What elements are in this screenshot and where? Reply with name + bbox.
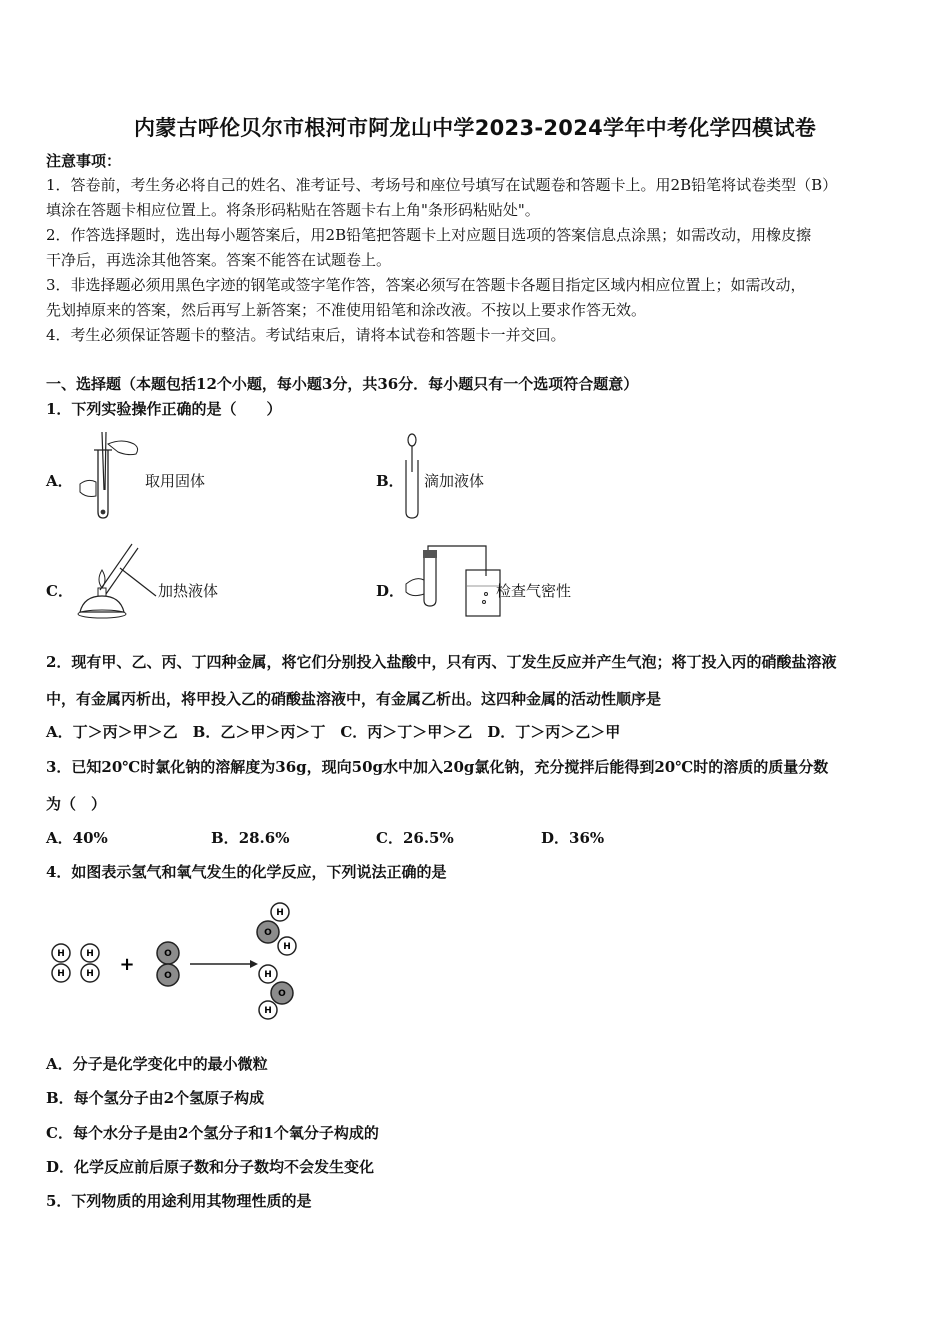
notice-line: 4．考生必须保证答题卡的整洁。考试结束后，请将本试卷和答题卡一并交回。 — [46, 326, 566, 344]
question-2-stem-cont: 中，有金属丙析出，将甲投入乙的硝酸盐溶液中，有金属乙析出。这四种金属的活动性顺序是 — [46, 690, 662, 708]
drop-liquid-figure — [400, 432, 424, 520]
q3-option-d: D．36% — [541, 829, 605, 847]
q3-option-b: B．28.6% — [211, 829, 290, 847]
q1-option-d-text: 检查气密性 — [496, 582, 572, 600]
question-5-stem: 5．下列物质的用途利用其物理性质的是 — [46, 1192, 312, 1210]
svg-text:H: H — [86, 969, 94, 979]
water-molecule — [259, 965, 293, 1019]
q4-option-a: A．分子是化学变化中的最小微粒 — [46, 1055, 268, 1073]
svg-text:O: O — [264, 928, 272, 938]
svg-text:H: H — [283, 942, 291, 952]
q1-option-a-text: 取用固体 — [145, 472, 206, 490]
svg-text:H: H — [264, 1006, 272, 1016]
notice-line: 1．答卷前，考生务必将自己的姓名、准考证号、考场号和座位号填写在试题卷和答题卡上。用2B铅笔将试卷类型（B） — [46, 176, 838, 194]
notice-line: 2．作答选择题时，选出每小题答案后，用2B铅笔把答题卡上对应题目选项的答案信息点涂黑；如需改动，用橡皮擦 — [46, 226, 812, 244]
water-molecule — [257, 903, 296, 955]
question-1-stem: 1．下列实验操作正确的是（ ） — [46, 400, 282, 418]
q1-option-b-label: B． — [376, 472, 404, 490]
notice-line: 填涂在答题卡相应位置上。将条形码粘贴在答题卡右上角"条形码粘贴处"。 — [46, 201, 540, 219]
question-3-stem-cont: 为（ ） — [46, 795, 107, 813]
q4-option-b: B．每个氢分子由2个氢原子构成 — [46, 1089, 265, 1107]
question-4-stem: 4．如图表示氢气和氧气发生的化学反应，下列说法正确的是 — [46, 863, 447, 881]
svg-text:O: O — [164, 971, 172, 981]
q3-option-c: C．26.5% — [376, 829, 454, 847]
svg-text:H: H — [86, 949, 94, 959]
svg-text:H: H — [57, 949, 65, 959]
question-3-stem: 3．已知20℃时氯化钠的溶解度为36g，现向50g水中加入20g氯化钠，充分搅拌后能得到20℃时的溶质的质量分数 — [46, 758, 829, 776]
heat-liquid-figure — [70, 540, 162, 620]
svg-text:H: H — [264, 970, 272, 980]
airtightness-figure — [402, 540, 502, 620]
q4-option-d: D．化学反应前后原子数和分子数均不会发生变化 — [46, 1158, 375, 1176]
take-solid-figure — [70, 430, 150, 522]
svg-text:O: O — [278, 989, 286, 999]
section-heading: 一、选择题（本题包括12个小题，每小题3分，共36分．每小题只有一个选项符合题意） — [46, 375, 639, 393]
q1-option-a-label: A． — [46, 472, 73, 490]
q1-option-c-label: C． — [46, 582, 73, 600]
svg-text:H: H — [57, 969, 65, 979]
oxygen-molecule — [157, 942, 179, 986]
q1-option-d-label: D． — [376, 582, 405, 600]
question-2-options: A．丁＞丙＞甲＞乙 B．乙＞甲＞丙＞丁 C．丙＞丁＞甲＞乙 D．丁＞丙＞乙＞甲 — [46, 723, 621, 741]
svg-text:O: O — [164, 949, 172, 959]
plus-sign: + — [119, 954, 135, 975]
hydrogen-molecule — [81, 944, 99, 982]
notice-line: 3．非选择题必须用黑色字迹的钢笔或签字笔作答，答案必须写在答题卡各题目指定区域内相应位置上；如需改动， — [46, 276, 806, 294]
notice-line: 干净后，再选涂其他答案。答案不能答在试题卷上。 — [46, 251, 392, 269]
hydrogen-molecule — [52, 944, 70, 982]
q3-option-a: A．40% — [46, 829, 108, 847]
q1-option-b-text: 滴加液体 — [424, 472, 485, 490]
svg-text:H: H — [276, 908, 284, 918]
question-2-stem: 2．现有甲、乙、丙、丁四种金属，将它们分别投入盐酸中，只有丙、丁发生反应并产生气泡；将丁投入丙的硝酸盐溶液 — [46, 653, 837, 671]
notice-line: 先划掉原来的答案，然后再写上新答案；不准使用铅笔和涂改液。不按以上要求作答无效。 — [46, 301, 647, 319]
q4-option-c: C．每个水分子是由2个氢分子和1个氧分子构成的 — [46, 1124, 379, 1142]
notice-heading: 注意事项： — [46, 152, 122, 170]
q1-option-c-text: 加热液体 — [158, 582, 219, 600]
reaction-diagram — [44, 898, 314, 1028]
page-title: 内蒙古呼伦贝尔市根河市阿龙山中学2023-2024学年中考化学四模试卷 — [133, 116, 817, 140]
